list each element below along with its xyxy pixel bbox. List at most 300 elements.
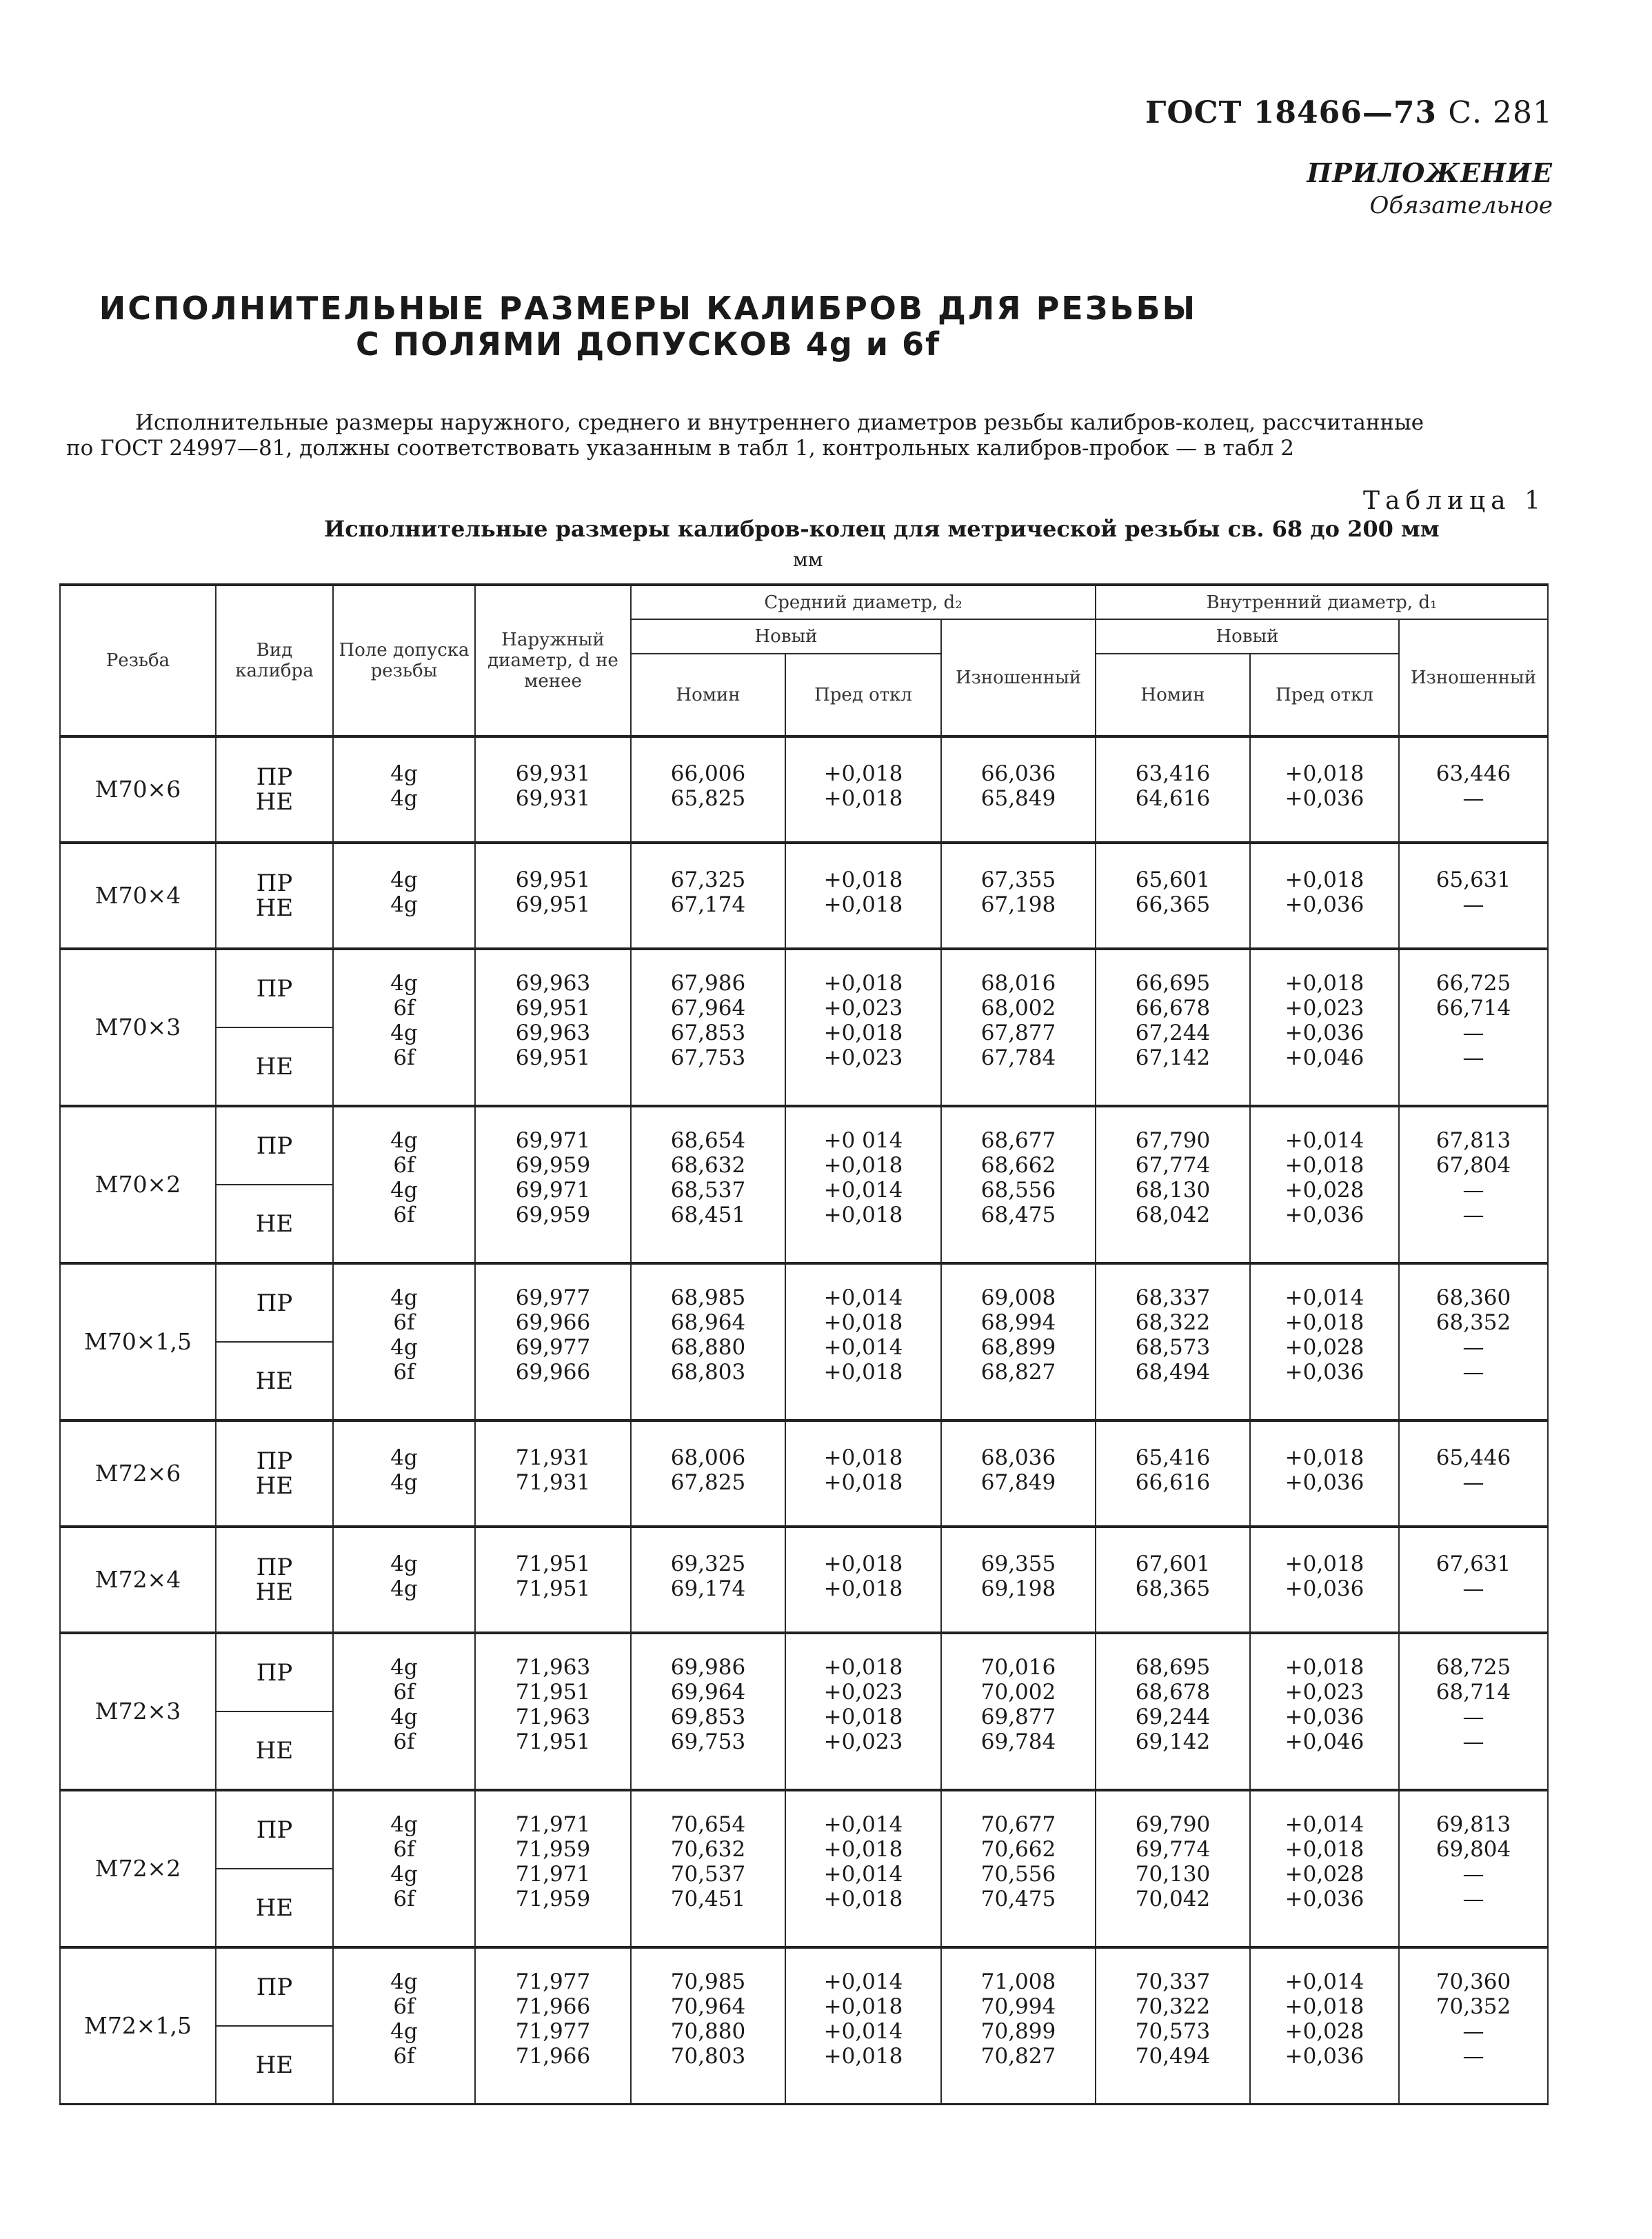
inner-nominal-value: 68,494 xyxy=(1135,1360,1211,1385)
outer-diameter-cell xyxy=(475,843,631,949)
inner-deviation-value: +0,028 xyxy=(1285,1335,1364,1360)
inner-deviation-value: +0,014 xyxy=(1285,1128,1364,1153)
table-row xyxy=(60,1947,1548,2026)
middle-deviation-cell xyxy=(785,1106,941,1263)
outer-diameter-value: 71,951 xyxy=(515,1552,591,1576)
inner-nominal-cell xyxy=(1096,1947,1250,2105)
thread-cell: М70×4 xyxy=(60,843,216,949)
outer-diameter-value: 71,931 xyxy=(515,1445,591,1470)
middle-nominal-value: 70,964 xyxy=(670,1994,746,2019)
middle-nominal-value: 69,325 xyxy=(670,1552,746,1576)
kind-cell: ПР xyxy=(216,1790,333,1869)
middle-deviation-value: +0,018 xyxy=(823,1203,903,1227)
outer-diameter-cell xyxy=(475,1263,631,1420)
middle-nominal-cell xyxy=(631,1790,785,1947)
inner-deviation-value: +0,028 xyxy=(1285,1178,1364,1203)
inner-worn-cell xyxy=(1399,1790,1548,1947)
middle-deviation-value: +0,014 xyxy=(823,1862,903,1887)
middle-nominal-cell xyxy=(631,949,785,1106)
thread-cell: М72×4 xyxy=(60,1527,216,1633)
inner-nominal-value: 67,244 xyxy=(1135,1021,1211,1045)
document-number: ГОСТ 18466—73 С. 281 xyxy=(1145,95,1553,130)
middle-nominal-value: 68,964 xyxy=(670,1310,746,1335)
middle-nominal-value: 66,006 xyxy=(670,761,746,786)
inner-deviation-value: +0,014 xyxy=(1285,1812,1364,1837)
inner-nominal-value: 69,142 xyxy=(1135,1729,1211,1754)
inner-nominal-value: 63,416 xyxy=(1135,761,1211,786)
middle-nominal-value: 67,325 xyxy=(670,867,746,892)
table-row xyxy=(60,843,1548,949)
outer-diameter-cell xyxy=(475,1947,631,2105)
middle-nominal-value: 68,006 xyxy=(670,1445,746,1470)
inner-worn-value: 69,804 xyxy=(1436,1837,1511,1862)
page-number: С. 281 xyxy=(1448,95,1553,130)
middle-nominal-value: 68,632 xyxy=(670,1153,746,1178)
outer-diameter-value: 69,951 xyxy=(515,996,591,1021)
middle-nominal-value: 67,174 xyxy=(670,892,746,917)
middle-deviation-value: +0,018 xyxy=(823,1655,903,1680)
outer-diameter-value: 69,971 xyxy=(515,1128,591,1153)
inner-deviation-cell xyxy=(1250,1527,1399,1633)
inner-nominal-cell xyxy=(1096,1633,1250,1790)
inner-deviation-value: +0,036 xyxy=(1285,786,1364,811)
middle-worn-value: 68,662 xyxy=(980,1153,1056,1178)
middle-nominal-value: 68,880 xyxy=(670,1335,746,1360)
table-row xyxy=(60,1263,1548,1342)
middle-worn-value: 70,899 xyxy=(980,2019,1056,2044)
inner-nominal-value: 70,337 xyxy=(1135,1969,1211,1994)
tolerance-value: 6f xyxy=(393,1045,415,1070)
inner-nominal-value: 67,790 xyxy=(1135,1128,1211,1153)
middle-worn-value: 67,355 xyxy=(980,867,1056,892)
outer-diameter-value: 69,977 xyxy=(515,1335,591,1360)
table-row xyxy=(60,1527,1548,1633)
middle-deviation-cell xyxy=(785,843,941,949)
middle-worn-value: 69,198 xyxy=(980,1576,1056,1601)
inner-worn-cell xyxy=(1399,1527,1548,1633)
middle-worn-value: 67,877 xyxy=(980,1021,1056,1045)
kind-cell: ПР xyxy=(216,1106,333,1185)
inner-deviation-value: +0,036 xyxy=(1285,892,1364,917)
inner-worn-value: — xyxy=(1462,1887,1484,1911)
inner-nominal-value: 68,573 xyxy=(1135,1335,1211,1360)
inner-worn-value: 66,714 xyxy=(1436,996,1511,1021)
middle-nominal-value: 70,451 xyxy=(670,1887,746,1911)
outer-diameter-cell xyxy=(475,1106,631,1263)
inner-worn-value: — xyxy=(1462,1705,1484,1729)
table-row xyxy=(60,1633,1548,1711)
middle-nominal-value: 67,825 xyxy=(670,1470,746,1495)
page-title-line-1: ИСПОЛНИТЕЛЬНЫЕ РАЗМЕРЫ КАЛИБРОВ ДЛЯ РЕЗЬБЫ xyxy=(99,290,1198,327)
middle-deviation-value: +0,014 xyxy=(823,1812,903,1837)
inner-worn-value: 70,352 xyxy=(1436,1994,1511,2019)
thread-cell: М70×3 xyxy=(60,949,216,1106)
middle-worn-cell xyxy=(941,1263,1096,1420)
inner-deviation-value: +0,023 xyxy=(1285,1680,1364,1705)
middle-deviation-value: +0,018 xyxy=(823,1705,903,1729)
tolerance-value: 4g xyxy=(390,786,418,811)
outer-diameter-cell xyxy=(475,1527,631,1633)
middle-deviation-value: +0,014 xyxy=(823,1335,903,1360)
table-label: Таблица 1 xyxy=(1363,487,1546,515)
inner-nominal-value: 64,616 xyxy=(1135,786,1211,811)
table-caption: Исполнительные размеры калибров-колец для метрической резьбы св. 68 до 200 мм xyxy=(324,516,1440,542)
kind-cell: ПР xyxy=(216,949,333,1027)
tolerance-cell xyxy=(333,1633,475,1790)
middle-nominal-value: 70,654 xyxy=(670,1812,746,1837)
middle-deviation-cell xyxy=(785,1527,941,1633)
middle-deviation-cell xyxy=(785,1263,941,1420)
middle-deviation-value: +0,018 xyxy=(823,1887,903,1911)
table-row xyxy=(60,949,1548,1027)
inner-deviation-value: +0,018 xyxy=(1285,1153,1364,1178)
kind-ne: НЕ xyxy=(255,894,294,922)
table-body xyxy=(60,736,1548,2105)
inner-nominal-value: 65,416 xyxy=(1135,1445,1211,1470)
middle-worn-value: 65,849 xyxy=(980,786,1056,811)
inner-worn-value: — xyxy=(1462,1862,1484,1887)
inner-deviation-value: +0,046 xyxy=(1285,1045,1364,1070)
appendix-note: Обязательное xyxy=(1369,192,1553,219)
inner-deviation-value: +0,018 xyxy=(1285,971,1364,996)
table-row xyxy=(60,1106,1548,1185)
inner-worn-cell xyxy=(1399,1420,1548,1527)
middle-worn-value: 70,827 xyxy=(980,2044,1056,2069)
tolerance-cell xyxy=(333,1790,475,1947)
tolerance-value: 4g xyxy=(390,1470,418,1495)
outer-diameter-value: 71,977 xyxy=(515,1969,591,1994)
middle-deviation-value: +0,018 xyxy=(823,867,903,892)
middle-worn-cell xyxy=(941,949,1096,1106)
outer-diameter-value: 69,951 xyxy=(515,867,591,892)
middle-nominal-cell xyxy=(631,843,785,949)
middle-worn-value: 68,002 xyxy=(980,996,1056,1021)
middle-deviation-value: +0,018 xyxy=(823,971,903,996)
inner-nominal-value: 68,337 xyxy=(1135,1285,1211,1310)
middle-deviation-value: +0,018 xyxy=(823,1837,903,1862)
inner-worn-value: — xyxy=(1462,1576,1484,1601)
middle-worn-value: 68,677 xyxy=(980,1128,1056,1153)
inner-nominal-value: 68,695 xyxy=(1135,1655,1211,1680)
inner-nominal-value: 70,042 xyxy=(1135,1887,1211,1911)
middle-worn-value: 70,994 xyxy=(980,1994,1056,2019)
middle-nominal-value: 67,853 xyxy=(670,1021,746,1045)
middle-nominal-cell xyxy=(631,1633,785,1790)
middle-deviation-value: +0,018 xyxy=(823,1552,903,1576)
outer-diameter-value: 69,951 xyxy=(515,1045,591,1070)
header-middle-nominal: Номин xyxy=(631,654,785,736)
tolerance-value: 4g xyxy=(390,1655,418,1680)
kind-cell: НЕ xyxy=(216,2026,333,2105)
tolerance-value: 4g xyxy=(390,867,418,892)
inner-nominal-cell xyxy=(1096,1420,1250,1527)
middle-deviation-value: +0,023 xyxy=(823,1729,903,1754)
inner-nominal-value: 69,774 xyxy=(1135,1837,1211,1862)
outer-diameter-value: 71,977 xyxy=(515,2019,591,2044)
kind-cell: ПР xyxy=(216,1633,333,1711)
inner-nominal-value: 68,678 xyxy=(1135,1680,1211,1705)
inner-worn-value: 67,804 xyxy=(1436,1153,1511,1178)
middle-worn-cell xyxy=(941,1527,1096,1633)
inner-deviation-value: +0,018 xyxy=(1285,867,1364,892)
inner-deviation-cell xyxy=(1250,1420,1399,1527)
middle-worn-value: 68,994 xyxy=(980,1310,1056,1335)
inner-deviation-value: +0,036 xyxy=(1285,1887,1364,1911)
kind-ne: НЕ xyxy=(255,1472,294,1500)
inner-deviation-cell xyxy=(1250,1106,1399,1263)
inner-deviation-cell xyxy=(1250,1947,1399,2105)
inner-worn-value: 67,631 xyxy=(1436,1552,1511,1576)
kind-pr: ПР xyxy=(256,870,293,897)
thread-cell: М72×3 xyxy=(60,1633,216,1790)
inner-deviation-value: +0,028 xyxy=(1285,1862,1364,1887)
outer-diameter-value: 69,966 xyxy=(515,1310,591,1335)
outer-diameter-value: 69,959 xyxy=(515,1203,591,1227)
table-row xyxy=(60,1420,1548,1527)
inner-nominal-cell xyxy=(1096,1790,1250,1947)
header-inner-worn: Изношенный xyxy=(1399,619,1548,736)
outer-diameter-value: 71,971 xyxy=(515,1812,591,1837)
header-middle-worn: Изношенный xyxy=(941,619,1096,736)
page-title-line-2: С ПОЛЯМИ ДОПУСКОВ 4g и 6f xyxy=(355,325,941,363)
middle-deviation-value: +0,018 xyxy=(823,1994,903,2019)
kind-cell xyxy=(216,1527,333,1633)
middle-deviation-value: +0,023 xyxy=(823,996,903,1021)
outer-diameter-cell xyxy=(475,1420,631,1527)
kind-cell: НЕ xyxy=(216,1869,333,1947)
middle-deviation-value: +0,023 xyxy=(823,1045,903,1070)
middle-nominal-cell xyxy=(631,1263,785,1420)
middle-nominal-value: 70,985 xyxy=(670,1969,746,1994)
inner-nominal-value: 70,130 xyxy=(1135,1862,1211,1887)
inner-nominal-cell xyxy=(1096,1263,1250,1420)
inner-worn-value: 68,714 xyxy=(1436,1680,1511,1705)
inner-nominal-value: 67,142 xyxy=(1135,1045,1211,1070)
tolerance-value: 6f xyxy=(393,1310,415,1335)
inner-nominal-value: 69,790 xyxy=(1135,1812,1211,1837)
tolerance-value: 4g xyxy=(390,1335,418,1360)
inner-worn-value: 67,813 xyxy=(1436,1128,1511,1153)
tolerance-value: 4g xyxy=(390,1812,418,1837)
inner-deviation-value: +0,036 xyxy=(1285,1203,1364,1227)
kind-pr: ПР xyxy=(256,1447,293,1475)
tolerance-cell xyxy=(333,1263,475,1420)
tolerance-cell xyxy=(333,1947,475,2105)
thread-cell: М72×6 xyxy=(60,1420,216,1527)
kind-cell: НЕ xyxy=(216,1027,333,1106)
inner-deviation-cell xyxy=(1250,736,1399,843)
inner-deviation-value: +0,028 xyxy=(1285,2019,1364,2044)
inner-nominal-value: 66,695 xyxy=(1135,971,1211,996)
inner-deviation-value: +0,036 xyxy=(1285,1470,1364,1495)
inner-deviation-value: +0,018 xyxy=(1285,1655,1364,1680)
tolerance-cell xyxy=(333,736,475,843)
outer-diameter-value: 71,966 xyxy=(515,1994,591,2019)
tolerance-value: 4g xyxy=(390,1969,418,1994)
tolerance-cell xyxy=(333,1420,475,1527)
middle-nominal-value: 68,451 xyxy=(670,1203,746,1227)
middle-nominal-value: 65,825 xyxy=(670,786,746,811)
middle-worn-cell xyxy=(941,1790,1096,1947)
middle-worn-value: 70,016 xyxy=(980,1655,1056,1680)
tolerance-value: 4g xyxy=(390,1285,418,1310)
middle-worn-value: 68,556 xyxy=(980,1178,1056,1203)
middle-deviation-cell xyxy=(785,949,941,1106)
kind-ne: НЕ xyxy=(255,1578,294,1606)
outer-diameter-cell xyxy=(475,736,631,843)
tolerance-cell xyxy=(333,949,475,1106)
middle-worn-value: 70,677 xyxy=(980,1812,1056,1837)
inner-nominal-value: 67,774 xyxy=(1135,1153,1211,1178)
inner-worn-value: 65,631 xyxy=(1436,867,1511,892)
thread-cell: М70×6 xyxy=(60,736,216,843)
outer-diameter-value: 71,951 xyxy=(515,1729,591,1754)
middle-nominal-value: 67,986 xyxy=(670,971,746,996)
middle-worn-value: 68,036 xyxy=(980,1445,1056,1470)
inner-worn-value: — xyxy=(1462,2044,1484,2069)
inner-worn-cell xyxy=(1399,736,1548,843)
inner-deviation-cell xyxy=(1250,1263,1399,1420)
middle-deviation-value: +0,014 xyxy=(823,1178,903,1203)
tolerance-value: 4g xyxy=(390,971,418,996)
outer-diameter-value: 69,966 xyxy=(515,1360,591,1385)
intro-line-2: по ГОСТ 24997—81, должны соответствовать указанным в табл 1, контрольных калибров-пробок — в табл 2 xyxy=(66,436,1294,461)
middle-nominal-cell xyxy=(631,1106,785,1263)
inner-worn-value: — xyxy=(1462,2019,1484,2044)
inner-worn-value: — xyxy=(1462,1203,1484,1227)
kind-cell: ПР xyxy=(216,1947,333,2026)
tolerance-value: 4g xyxy=(390,1021,418,1045)
middle-nominal-value: 70,803 xyxy=(670,2044,746,2069)
inner-nominal-value: 66,616 xyxy=(1135,1470,1211,1495)
inner-worn-value: — xyxy=(1462,1729,1484,1754)
middle-deviation-cell xyxy=(785,736,941,843)
table-unit: мм xyxy=(793,548,823,571)
inner-worn-cell xyxy=(1399,1106,1548,1263)
middle-deviation-value: +0,014 xyxy=(823,1969,903,1994)
inner-nominal-value: 67,601 xyxy=(1135,1552,1211,1576)
middle-worn-value: 69,877 xyxy=(980,1705,1056,1729)
inner-nominal-cell xyxy=(1096,1106,1250,1263)
middle-deviation-cell xyxy=(785,1947,941,2105)
inner-nominal-cell xyxy=(1096,843,1250,949)
kind-cell: ПР xyxy=(216,1263,333,1342)
middle-deviation-value: +0,018 xyxy=(823,1310,903,1335)
middle-nominal-value: 70,880 xyxy=(670,2019,746,2044)
middle-worn-value: 68,475 xyxy=(980,1203,1056,1227)
inner-worn-value: 68,360 xyxy=(1436,1285,1511,1310)
outer-diameter-value: 71,951 xyxy=(515,1576,591,1601)
tolerance-value: 4g xyxy=(390,2019,418,2044)
thread-cell: М72×2 xyxy=(60,1790,216,1947)
middle-worn-value: 70,662 xyxy=(980,1837,1056,1862)
inner-nominal-value: 66,365 xyxy=(1135,892,1211,917)
kind-cell xyxy=(216,1420,333,1527)
middle-deviation-value: +0,018 xyxy=(823,1445,903,1470)
intro-line-1: Исполнительные размеры наружного, среднего и внутреннего диаметров резьбы калибров-колец, рассчитанные xyxy=(135,410,1424,435)
middle-nominal-value: 70,632 xyxy=(670,1837,746,1862)
middle-worn-value: 71,008 xyxy=(980,1969,1056,1994)
middle-worn-value: 69,008 xyxy=(980,1285,1056,1310)
inner-worn-value: — xyxy=(1462,1360,1484,1385)
inner-worn-value: — xyxy=(1462,1021,1484,1045)
header-middle-diameter: Средний диаметр, d₂ xyxy=(631,585,1096,619)
inner-worn-cell xyxy=(1399,1633,1548,1790)
inner-deviation-value: +0,036 xyxy=(1285,1576,1364,1601)
middle-deviation-value: +0,018 xyxy=(823,1576,903,1601)
inner-deviation-cell xyxy=(1250,843,1399,949)
middle-nominal-cell xyxy=(631,736,785,843)
header-inner-diameter: Внутренний диаметр, d₁ xyxy=(1096,585,1548,619)
outer-diameter-value: 71,931 xyxy=(515,1470,591,1495)
outer-diameter-value: 69,977 xyxy=(515,1285,591,1310)
middle-worn-value: 70,475 xyxy=(980,1887,1056,1911)
inner-deviation-value: +0,018 xyxy=(1285,1310,1364,1335)
inner-nominal-value: 70,322 xyxy=(1135,1994,1211,2019)
inner-deviation-value: +0,036 xyxy=(1285,1021,1364,1045)
inner-worn-value: 65,446 xyxy=(1436,1445,1511,1470)
tolerance-value: 6f xyxy=(393,2044,415,2069)
header-inner-new: Новый xyxy=(1096,619,1399,654)
tolerance-value: 6f xyxy=(393,996,415,1021)
middle-deviation-value: +0,018 xyxy=(823,1470,903,1495)
tolerance-value: 4g xyxy=(390,1705,418,1729)
middle-deviation-value: +0,018 xyxy=(823,1360,903,1385)
thread-cell: М70×1,5 xyxy=(60,1263,216,1420)
outer-diameter-value: 71,959 xyxy=(515,1887,591,1911)
middle-nominal-value: 68,985 xyxy=(670,1285,746,1310)
tolerance-value: 4g xyxy=(390,761,418,786)
inner-deviation-value: +0,014 xyxy=(1285,1285,1364,1310)
tolerance-value: 4g xyxy=(390,1576,418,1601)
inner-deviation-value: +0,036 xyxy=(1285,2044,1364,2069)
inner-nominal-value: 66,678 xyxy=(1135,996,1211,1021)
middle-worn-value: 68,899 xyxy=(980,1335,1056,1360)
middle-nominal-value: 69,753 xyxy=(670,1729,746,1754)
middle-worn-value: 67,784 xyxy=(980,1045,1056,1070)
kind-cell xyxy=(216,843,333,949)
inner-worn-cell xyxy=(1399,949,1548,1106)
header-tolerance: Поле допуска резьбы xyxy=(333,585,475,736)
middle-nominal-value: 69,853 xyxy=(670,1705,746,1729)
outer-diameter-value: 69,963 xyxy=(515,1021,591,1045)
inner-worn-value: — xyxy=(1462,786,1484,811)
outer-diameter-value: 69,931 xyxy=(515,761,591,786)
outer-diameter-value: 69,931 xyxy=(515,786,591,811)
middle-worn-value: 67,849 xyxy=(980,1470,1056,1495)
outer-diameter-cell xyxy=(475,1633,631,1790)
tolerance-cell xyxy=(333,1527,475,1633)
middle-deviation-value: +0,018 xyxy=(823,892,903,917)
inner-deviation-cell xyxy=(1250,1790,1399,1947)
inner-worn-value: — xyxy=(1462,1045,1484,1070)
header-middle-new: Новый xyxy=(631,619,941,654)
middle-worn-cell xyxy=(941,843,1096,949)
middle-worn-cell xyxy=(941,1633,1096,1790)
outer-diameter-cell xyxy=(475,949,631,1106)
header-middle-deviation: Пред откл xyxy=(785,654,941,736)
outer-diameter-value: 71,971 xyxy=(515,1862,591,1887)
outer-diameter-cell xyxy=(475,1790,631,1947)
middle-deviation-value: +0,018 xyxy=(823,2044,903,2069)
middle-nominal-value: 68,537 xyxy=(670,1178,746,1203)
inner-nominal-cell xyxy=(1096,1527,1250,1633)
thread-cell: М72×1,5 xyxy=(60,1947,216,2105)
table-row xyxy=(60,736,1548,843)
inner-nominal-value: 68,322 xyxy=(1135,1310,1211,1335)
inner-worn-value: 63,446 xyxy=(1436,761,1511,786)
outer-diameter-value: 69,971 xyxy=(515,1178,591,1203)
